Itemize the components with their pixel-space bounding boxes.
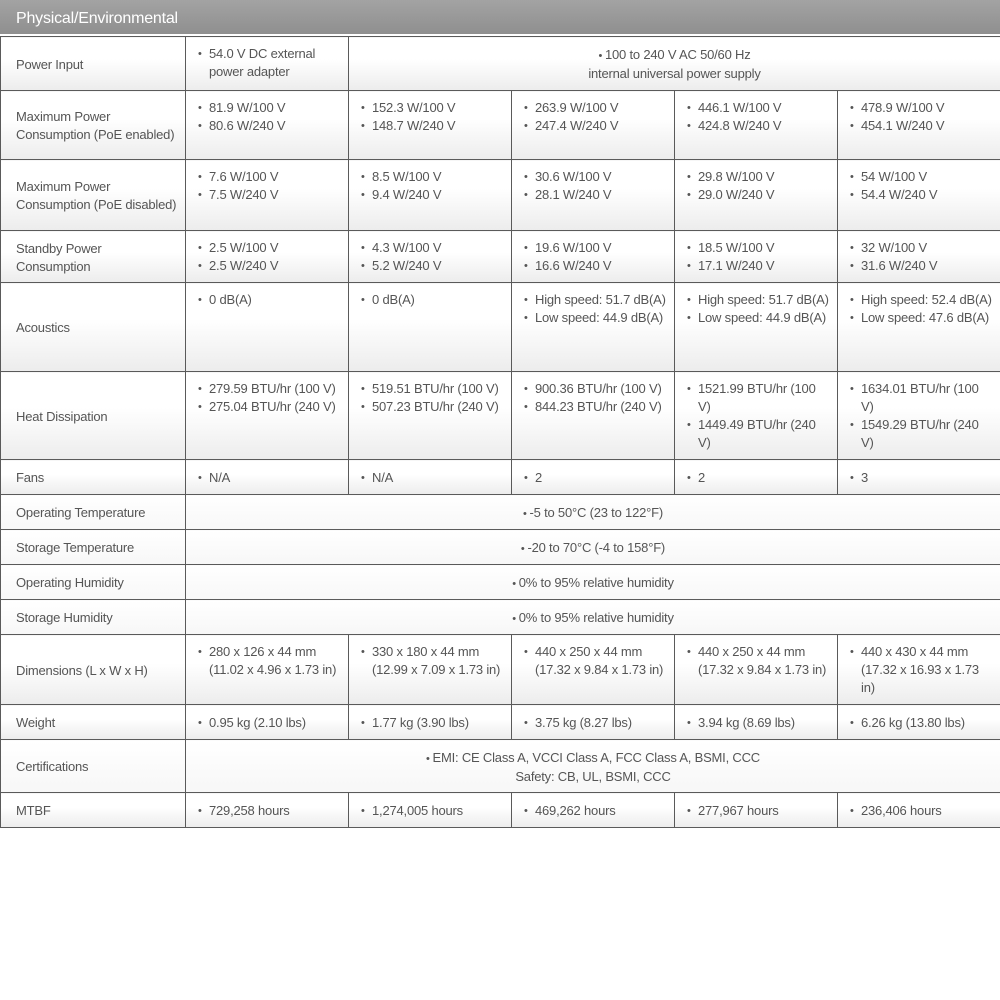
bullet-item: • 900.36 BTU/hr (100 V): [520, 380, 666, 398]
bullet-item: • 440 x 430 x 44 mm (17.32 x 16.93 x 1.73 in): [846, 643, 992, 697]
bullet-list: [194, 239, 340, 275]
spec-cell-model-4: [675, 635, 838, 705]
spec-cell-model-3: [512, 283, 675, 372]
bullet-item: • 148.7 W/240 V: [357, 117, 503, 135]
bullet-item: • 5.2 W/240 V: [357, 257, 503, 275]
bullet-item: • 446.1 W/100 V: [683, 99, 829, 117]
bullet-list: [520, 239, 666, 275]
bullet-item: • 80.6 W/240 V: [194, 117, 340, 135]
spec-cell-model-5: [838, 231, 1000, 283]
row-label: Storage Humidity: [1, 600, 186, 635]
bullet-item: • 1634.01 BTU/hr (100 V): [846, 380, 992, 416]
spec-cell-merged: [186, 495, 1000, 530]
bullet-item: • 1521.99 BTU/hr (100 V): [683, 380, 829, 416]
bullet-list: [194, 714, 340, 732]
cell-text: • EMI: CE Class A, VCCI Class A, FCC Class A, BSMI, CCC: [194, 749, 992, 768]
bullet-list: [846, 291, 992, 327]
bullet-item: • 7.6 W/100 V: [194, 168, 340, 186]
spec-cell-model-3: [512, 460, 675, 495]
bullet-item: • 32 W/100 V: [846, 239, 992, 257]
bullet-item: • 277,967 hours: [683, 802, 829, 820]
row-label: Fans: [1, 460, 186, 495]
bullet-item: • 507.23 BTU/hr (240 V): [357, 398, 503, 416]
bullet-item: • 19.6 W/100 V: [520, 239, 666, 257]
spec-cell-model-4: [675, 705, 838, 740]
bullet-list: [520, 380, 666, 416]
row-weight: [1, 705, 1000, 740]
spec-cell-model-1: [186, 460, 349, 495]
spec-cell-model-4: [675, 160, 838, 231]
bullet-item: • 7.5 W/240 V: [194, 186, 340, 204]
spec-cell-model-2: [349, 705, 512, 740]
cell-text: • 0% to 95% relative humidity: [194, 609, 992, 628]
cell-text: power adapter: [209, 64, 290, 79]
row-operating-humidity: [1, 565, 1000, 600]
row-dimensions: [1, 635, 1000, 705]
bullet-item: • 280 x 126 x 44 mm (11.02 x 4.96 x 1.73 in): [194, 643, 340, 679]
spec-cell-model-1: [186, 283, 349, 372]
bullet-item: • 28.1 W/240 V: [520, 186, 666, 204]
bullet-list: [846, 714, 992, 732]
bullet-item: • 1,274,005 hours: [357, 802, 503, 820]
spec-cell-model-4: [675, 460, 838, 495]
spec-cell-model-3: [512, 635, 675, 705]
spec-cell-model-3: [512, 160, 675, 231]
spec-cell-model-5: [838, 793, 1000, 828]
row-label: Operating Humidity: [1, 565, 186, 600]
row-label: Certifications: [1, 740, 186, 793]
bullet-item: • Low speed: 47.6 dB(A): [846, 309, 992, 327]
bullet-list: [846, 802, 992, 820]
bullet-item: • Low speed: 44.9 dB(A): [520, 309, 666, 327]
bullet-list: [846, 469, 992, 487]
bullet-item: • 6.26 kg (13.80 lbs): [846, 714, 992, 732]
bullet-item: • N/A: [357, 469, 503, 487]
spec-cell-model-1: [186, 793, 349, 828]
row-label: MTBF: [1, 793, 186, 828]
bullet-item: • 440 x 250 x 44 mm (17.32 x 9.84 x 1.73 in): [683, 643, 829, 679]
cell-text: • -5 to 50°C (23 to 122°F): [194, 504, 992, 523]
bullet-list: [683, 291, 829, 327]
bullet-item: • 2: [520, 469, 666, 487]
bullet-list: [846, 239, 992, 275]
bullet-item: • 152.3 W/100 V: [357, 99, 503, 117]
row-mtbf: [1, 793, 1000, 828]
row-label: Maximum Power Consumption (PoE enabled): [1, 91, 186, 160]
spec-cell-model-1: [186, 372, 349, 460]
bullet-item: • 29.8 W/100 V: [683, 168, 829, 186]
bullet-list: [194, 291, 340, 309]
bullet-list: [357, 802, 503, 820]
bullet-list: [194, 380, 340, 416]
row-acoustics: [1, 283, 1000, 372]
row-label: Power Input: [1, 37, 186, 91]
row-max-power-poe-enabled: [1, 91, 1000, 160]
spec-cell-model-1: [186, 705, 349, 740]
spec-cell-model-2: [349, 635, 512, 705]
bullet-list: [357, 239, 503, 275]
bullet-item: • 454.1 W/240 V: [846, 117, 992, 135]
spec-cell-merged: [186, 565, 1000, 600]
bullet-item: • 1449.49 BTU/hr (240 V): [683, 416, 829, 452]
bullet-item: • 3: [846, 469, 992, 487]
bullet-item: • 469,262 hours: [520, 802, 666, 820]
spec-cell-model-1: [186, 91, 349, 160]
bullet-item: • 2.5 W/100 V: [194, 239, 340, 257]
bullet-list: [194, 643, 340, 679]
row-standby-power: [1, 231, 1000, 283]
spec-cell-merged: [186, 600, 1000, 635]
spec-cell-model-2: [349, 793, 512, 828]
bullet-item: • High speed: 51.7 dB(A): [683, 291, 829, 309]
row-label: Acoustics: [1, 283, 186, 372]
spec-table: [0, 36, 1000, 828]
spec-cell-model-3: [512, 231, 675, 283]
bullet-list: [194, 45, 340, 81]
cell-text: • 100 to 240 V AC 50/60 Hz: [357, 46, 992, 65]
bullet-list: [846, 643, 992, 697]
bullet-list: [194, 99, 340, 135]
bullet-item: • 0 dB(A): [357, 291, 503, 309]
bullet-item: • 1.77 kg (3.90 lbs): [357, 714, 503, 732]
bullet-item: • 9.4 W/240 V: [357, 186, 503, 204]
bullet-item: • High speed: 52.4 dB(A): [846, 291, 992, 309]
spec-cell-model-5: [838, 705, 1000, 740]
bullet-list: [194, 802, 340, 820]
row-label: Weight: [1, 705, 186, 740]
bullet-list: [846, 99, 992, 135]
spec-cell-model-4: [675, 793, 838, 828]
bullet-item: • 330 x 180 x 44 mm (12.99 x 7.09 x 1.73 in): [357, 643, 503, 679]
section-title: Physical/Environmental: [0, 0, 1000, 36]
spec-cell-model-2: [349, 283, 512, 372]
spec-cell-model-4: [675, 372, 838, 460]
spec-cell-model-1: [186, 231, 349, 283]
row-label: Heat Dissipation: [1, 372, 186, 460]
row-storage-temperature: [1, 530, 1000, 565]
row-power-input: [1, 37, 1000, 91]
bullet-item: • 275.04 BTU/hr (240 V): [194, 398, 340, 416]
bullet-item: • 424.8 W/240 V: [683, 117, 829, 135]
bullet-item: • 30.6 W/100 V: [520, 168, 666, 186]
spec-cell-model-4: [675, 283, 838, 372]
bullet-item: • 54 W/100 V: [846, 168, 992, 186]
row-label: Standby Power Consumption: [1, 231, 186, 283]
bullet-item: • 478.9 W/100 V: [846, 99, 992, 117]
spec-cell-model-5: [838, 635, 1000, 705]
row-label: Operating Temperature: [1, 495, 186, 530]
bullet-list: [520, 291, 666, 327]
spec-cell-model-2: [349, 460, 512, 495]
bullet-list: [357, 643, 503, 679]
spec-cell-model-2: [349, 372, 512, 460]
spec-cell-model-5: [838, 160, 1000, 231]
spec-cell-model-2: [349, 231, 512, 283]
bullet-item: • 440 x 250 x 44 mm (17.32 x 9.84 x 1.73 in): [520, 643, 666, 679]
spec-table-body: [1, 37, 1000, 828]
bullet-list: [194, 168, 340, 204]
spec-cell-model-3: [512, 91, 675, 160]
bullet-item: • 263.9 W/100 V: [520, 99, 666, 117]
cell-text: Safety: CB, UL, BSMI, CCC: [515, 768, 671, 784]
cell-text: • -20 to 70°C (-4 to 158°F): [194, 539, 992, 558]
spec-cell-model-2: [349, 91, 512, 160]
bullet-item: • 3.75 kg (8.27 lbs): [520, 714, 666, 732]
bullet-item: • 279.59 BTU/hr (100 V): [194, 380, 340, 398]
bullet-item: • 236,406 hours: [846, 802, 992, 820]
spec-cell-model-1: [186, 160, 349, 231]
cell-text: internal universal power supply: [588, 66, 761, 81]
bullet-item: • 3.94 kg (8.69 lbs): [683, 714, 829, 732]
bullet-item: • 1549.29 BTU/hr (240 V): [846, 416, 992, 452]
bullet-list: [520, 469, 666, 487]
spec-cell-merged: [186, 740, 1000, 793]
bullet-item: • 729,258 hours: [194, 802, 340, 820]
bullet-item: • 29.0 W/240 V: [683, 186, 829, 204]
bullet-list: [357, 380, 503, 416]
bullet-list: [357, 99, 503, 135]
spec-cell-model-2: [349, 160, 512, 231]
row-fans: [1, 460, 1000, 495]
bullet-item: • 18.5 W/100 V: [683, 239, 829, 257]
bullet-list: [520, 643, 666, 679]
spec-cell-model-3: [512, 793, 675, 828]
bullet-list: [683, 469, 829, 487]
bullet-item: • Low speed: 44.9 dB(A): [683, 309, 829, 327]
bullet-list: [846, 168, 992, 204]
bullet-list: [683, 643, 829, 679]
bullet-list: [846, 380, 992, 452]
bullet-item: [194, 45, 340, 81]
bullet-item: • 519.51 BTU/hr (100 V): [357, 380, 503, 398]
bullet-list: [357, 168, 503, 204]
bullet-item: • 81.9 W/100 V: [194, 99, 340, 117]
bullet-item: • 0.95 kg (2.10 lbs): [194, 714, 340, 732]
spec-cell-model-5: [838, 283, 1000, 372]
row-operating-temperature: [1, 495, 1000, 530]
row-storage-humidity: [1, 600, 1000, 635]
bullet-list: [520, 714, 666, 732]
spec-cell-model-4: [675, 91, 838, 160]
bullet-list: [683, 802, 829, 820]
row-label: Storage Temperature: [1, 530, 186, 565]
bullet-list: [683, 168, 829, 204]
row-certifications: [1, 740, 1000, 793]
bullet-list: [520, 99, 666, 135]
row-label: Dimensions (L x W x H): [1, 635, 186, 705]
bullet-item: • 16.6 W/240 V: [520, 257, 666, 275]
bullet-item: • 17.1 W/240 V: [683, 257, 829, 275]
spec-cell-model-4: [675, 231, 838, 283]
bullet-list: [520, 802, 666, 820]
bullet-list: [683, 239, 829, 275]
bullet-item: • 2: [683, 469, 829, 487]
spec-cell-model-5: [838, 460, 1000, 495]
bullet-list: [357, 714, 503, 732]
bullet-list: [683, 99, 829, 135]
spec-cell-model-1: [186, 635, 349, 705]
bullet-item: • 4.3 W/100 V: [357, 239, 503, 257]
bullet-item: • 31.6 W/240 V: [846, 257, 992, 275]
bullet-item: • 2.5 W/240 V: [194, 257, 340, 275]
bullet-item: • High speed: 51.7 dB(A): [520, 291, 666, 309]
bullet-item: • N/A: [194, 469, 340, 487]
spec-cell-merged: [186, 530, 1000, 565]
row-heat-dissipation: [1, 372, 1000, 460]
bullet-list: [194, 469, 340, 487]
bullet-item: • 844.23 BTU/hr (240 V): [520, 398, 666, 416]
bullet-list: [683, 380, 829, 452]
spec-cell-model-5: [838, 91, 1000, 160]
row-label: Maximum Power Consumption (PoE disabled): [1, 160, 186, 231]
bullet-list: [357, 469, 503, 487]
bullet-list: [520, 168, 666, 204]
spec-cell-model-3: [512, 705, 675, 740]
bullet-item: • 8.5 W/100 V: [357, 168, 503, 186]
bullet-list: [357, 291, 503, 309]
spec-cell-model-5: [838, 372, 1000, 460]
bullet-item: • 54.4 W/240 V: [846, 186, 992, 204]
bullet-item: • 0 dB(A): [194, 291, 340, 309]
bullet-list: [683, 714, 829, 732]
spec-cell-merged: [349, 37, 1000, 91]
spec-cell: [186, 37, 349, 91]
row-max-power-poe-disabled: [1, 160, 1000, 231]
bullet-item: • 247.4 W/240 V: [520, 117, 666, 135]
cell-text: • 0% to 95% relative humidity: [194, 574, 992, 593]
cell-text: 54.0 V DC external: [209, 46, 316, 61]
spec-cell-model-3: [512, 372, 675, 460]
